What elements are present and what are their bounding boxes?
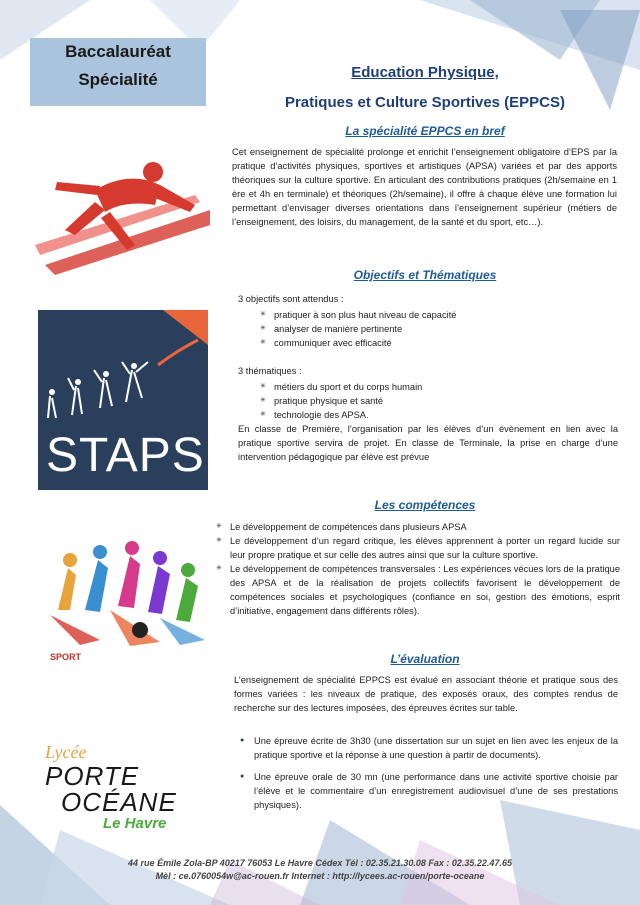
footer-contact: Mèl : ce.0760054w@ac-rouen.fr Internet : http://lycees.ac-rouen/porte-oceane [155,871,485,881]
header-line2: Spécialité [78,70,158,89]
lycee-logo-line1: Lycée [45,742,87,762]
thematiques-intro: 3 thématiques : [238,366,302,376]
list-item: ✳ technologie des APSA. [260,408,618,422]
header-line1: Baccalauréat [65,42,171,61]
lycee-logo-line3: OCÉANE [61,787,177,817]
section-objectifs-block [238,292,618,464]
section-evaluation-list [240,734,618,820]
thematiques-list [238,380,618,422]
sport-label: SPORT [50,652,82,662]
staps-figures-icon [38,310,208,420]
objectifs-text: En classe de Première, l’organisation par les élèves d’un évènement en lien avec la pratique sportive servira de projet. En classe de Terminale, la prise en charge d’une intervention pédagogique par élève est prévue [238,424,618,462]
objectifs-list [238,308,618,350]
lycee-logo-line4: Le Havre [103,815,167,832]
page-title-line2: Pratiques et Culture Sportives (EPPCS) [284,94,566,111]
footer-address: 44 rue Émile Zola-BP 40217 76053 Le Havre Cédex Tél : 02.35.21.30.08 Fax : 02.35.22.47.65 [128,858,512,868]
footer [0,857,640,883]
section-competences-list [216,520,620,618]
list-item: ● Une épreuve orale de 30 mn (une performance dans une activité sportive choisie par l’élève et le commentaire d’un enregistrement audiovisuel d’une de ses prestations physiques). [240,770,618,812]
list-item: ✳ analyser de manière pertinente [260,322,618,336]
lycee-logo [45,742,215,832]
list-item: ✳ communiquer avec efficacité [260,336,618,350]
section-heading-evaluation: L’évaluation [390,652,460,666]
section-heading-bref: La spécialité EPPCS en bref [345,124,505,138]
header-box [30,38,206,106]
list-item: ✳ pratique physique et santé [260,394,618,408]
list-item: ✳ Le développement de compétences transversales : Les expériences vécues lors de la pratique des APSA et de la réalisation de projets collectifs favorisent le développement de compétences sociales et psychologiques (confiance en soi, gestion des émotions, esprit d’initiative, engagement dans différents rôles). [216,562,620,618]
list-item: ✳ pratiquer à son plus haut niveau de capacité [260,308,618,322]
section-bref-text: Cet enseignement de spécialité prolonge et enrichit l’enseignement obligatoire d’EPS par la pratique d’activités physiques, sportives et artistiques (APSA) variées et par des apports théoriques sur la culture sportive. En articulant des contributions pratiques (2h/semaine en 1 ère et 4h en terminale) et théoriques (2h/semaine), il offre à chaque élève une formation lui permettant d’envisager diverses orientations dans l’enseignement supérieur (métiers de l’enseignement, des loisirs, du management, de la santé et du sport, etc…). [232,147,617,227]
list-item: ● Une épreuve écrite de 3h30 (une dissertation sur un sujet en lien avec les enjeux de la pratique sportive et la réponse à une question à partir de documents). [240,734,618,762]
page-title-line1: Education Physique, [351,64,499,81]
runner-image [35,150,215,275]
staps-text: STAPS [46,429,205,482]
section-heading-competences: Les compétences [374,498,476,512]
sport-silhouettes-image [40,530,210,650]
section-evaluation-text: L’enseignement de spécialité EPPCS est évalué en associant théorie et pratique sous des formes variées : les niveaux de pratique, des exposés oraux, des comptes rendus de recherche sur des lectures imposées, des épreuves écrites sur table. [234,675,618,713]
section-heading-objectifs: Objectifs et Thématiques [353,268,497,282]
staps-logo [38,310,208,490]
list-item: ✳ Le développement de compétences dans plusieurs APSA [216,520,620,534]
lycee-logo-line2: PORTE [45,761,140,791]
list-item: ✳ Le développement d’un regard critique, les élèves apprennent à porter un regard lucide sur leur propre pratique et sur celle des autres ainsi que sur la culture sportive. [216,534,620,562]
objectifs-intro: 3 objectifs sont attendus : [238,294,344,304]
list-item: ✳ métiers du sport et du corps humain [260,380,618,394]
